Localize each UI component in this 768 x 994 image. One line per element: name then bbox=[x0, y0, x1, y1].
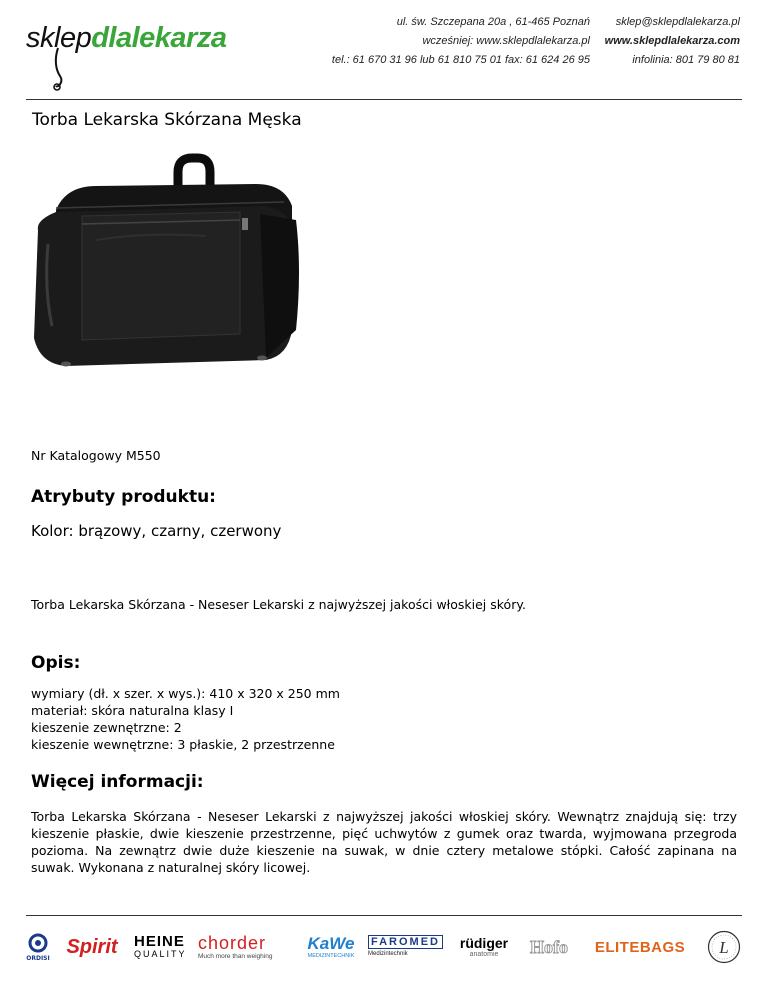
hotline-line: infolinia: 801 79 80 81 bbox=[632, 54, 740, 66]
logo-text-sklep: sklep bbox=[26, 22, 92, 54]
spec-list bbox=[31, 685, 340, 753]
phone-line: tel.: 61 670 31 96 lub 61 810 75 01 fax: 61 624 26 95 bbox=[331, 54, 590, 66]
brand-logo-hofo[interactable]: Hofo bbox=[530, 936, 568, 957]
spec-dimensions: wymiary (dł. x szer. x wys.): 410 x 320 x 250 mm bbox=[31, 686, 340, 701]
littmann-badge-icon bbox=[707, 930, 741, 964]
color-attribute: Kolor: brązowy, czarny, czerwony bbox=[31, 522, 282, 540]
ordisi-icon bbox=[28, 933, 48, 955]
brand-logo-spirit[interactable]: Spirit bbox=[66, 935, 118, 958]
page-header bbox=[0, 0, 768, 95]
stethoscope-icon bbox=[48, 46, 78, 94]
spec-material: materiał: skóra naturalna klasy I bbox=[31, 703, 234, 718]
brand-logo-ordisi[interactable]: ORDISI bbox=[26, 924, 50, 970]
footer-divider bbox=[26, 915, 742, 916]
logo-text-lekarza: lekarza bbox=[131, 22, 227, 54]
product-title: Torba Lekarska Skórzana Męska bbox=[32, 110, 302, 130]
more-info-heading: Więcej informacji: bbox=[31, 772, 204, 792]
spec-inner-pockets: kieszenie wewnętrzne: 3 płaskie, 2 przestrzenne bbox=[31, 737, 335, 752]
website-link[interactable]: www.sklepdlalekarza.com bbox=[604, 35, 740, 47]
description-heading: Opis: bbox=[31, 653, 81, 673]
contact-block bbox=[605, 13, 740, 70]
address-line: ul. św. Szczepana 20a , 61-465 Poznań bbox=[396, 16, 590, 28]
brand-logo-rudiger[interactable]: rüdiger anatomie bbox=[459, 934, 509, 958]
header-divider bbox=[26, 99, 742, 100]
more-info-text: Torba Lekarska Skórzana - Neseser Lekarski z najwyższej jakości włoskiej skóry. Wewnątrz znajdują się: trzy kieszenie płaskie, dwie kieszenie przestrzenne, pięć uchwytów z gumek oraz twarda, wyjmowana przegroda pozioma. Na zewnątrz dwie duże kieszenie na suwak, w dnie cztery metalowe stópki. Całość zapinana na suwak. Wykonana z naturalnej skóry licowej. bbox=[31, 809, 737, 875]
brand-logo-elitebags[interactable]: ELITEBAGS bbox=[594, 938, 686, 956]
catalog-number: Nr Katalogowy M550 bbox=[31, 448, 161, 463]
brand-logo-littmann[interactable] bbox=[706, 924, 742, 970]
short-description: Torba Lekarska Skórzana - Neseser Lekarski z najwyższej jakości włoskiej skóry. bbox=[31, 597, 526, 612]
address-block bbox=[332, 13, 590, 70]
svg-text:L: L bbox=[719, 938, 729, 957]
logo-text-dla: dla bbox=[91, 22, 132, 54]
brand-logo-heine[interactable]: HEINE QUALITY bbox=[134, 933, 187, 959]
brand-logo-strip bbox=[26, 924, 742, 970]
old-website-line[interactable]: wcześniej: www.sklepdlalekarza.pl bbox=[422, 35, 590, 47]
product-image bbox=[26, 150, 300, 390]
brand-logo-chorder[interactable]: chorder Much more than weighing bbox=[198, 932, 273, 960]
spec-outer-pockets: kieszenie zewnętrzne: 2 bbox=[31, 720, 182, 735]
brand-logo-kawe[interactable]: KaWe MEDIZINTECHNIK bbox=[307, 933, 355, 959]
attributes-heading: Atrybuty produktu: bbox=[31, 487, 216, 507]
brand-logo-faromed[interactable]: FAROMED Medizintechnik bbox=[368, 924, 448, 970]
email-link[interactable]: sklep@sklepdlalekarza.pl bbox=[615, 16, 740, 28]
